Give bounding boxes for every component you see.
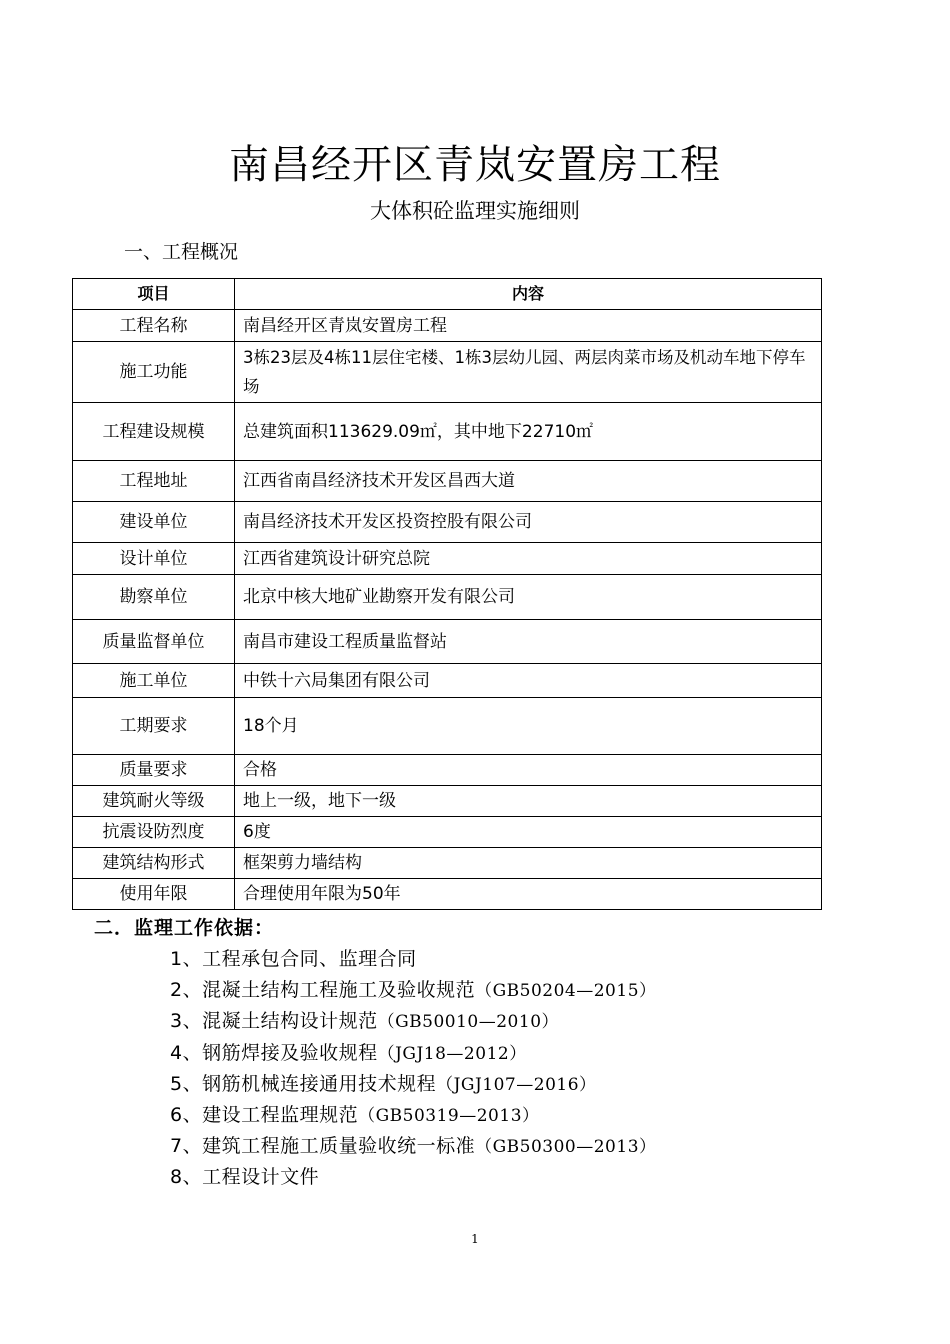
- table-row: [73, 817, 822, 848]
- table-row: [73, 848, 822, 879]
- row-label: 使用年限: [73, 879, 235, 910]
- row-value: 江西省建筑设计研究总院: [235, 543, 822, 575]
- page-number: 1: [471, 1232, 479, 1246]
- row-value: 18个月: [235, 698, 822, 755]
- row-value: 江西省南昌经济技术开发区昌西大道: [235, 461, 822, 502]
- row-value: 南昌经济技术开发区投资控股有限公司: [235, 502, 822, 543]
- row-value: 合格: [235, 755, 822, 786]
- document-title: 南昌经开区青岚安置房工程: [229, 142, 721, 188]
- basis-text: 1、工程承包合同、监理合同: [170, 948, 417, 970]
- row-label: 施工单位: [73, 664, 235, 698]
- list-item: [170, 1162, 657, 1193]
- table-row: [73, 403, 822, 461]
- standard-code: （GB50319—2013）: [358, 1106, 540, 1127]
- standard-code: （JGJ107—2016）: [436, 1074, 597, 1095]
- row-label: 工程建设规模: [73, 403, 235, 461]
- row-label: 施工功能: [73, 342, 235, 403]
- table-header-content: 内容: [235, 279, 822, 310]
- standard-code: （GB50300—2013）: [475, 1137, 657, 1158]
- table-row: [73, 620, 822, 664]
- row-label: 建筑耐火等级: [73, 786, 235, 817]
- table-header-item: 项目: [73, 279, 235, 310]
- list-item: [170, 944, 657, 975]
- table-header-row: [73, 279, 822, 310]
- row-value: 中铁十六局集团有限公司: [235, 664, 822, 698]
- list-item: [170, 1100, 657, 1131]
- row-value: 北京中核大地矿业勘察开发有限公司: [235, 575, 822, 620]
- row-value: 6度: [235, 817, 822, 848]
- table-row: [73, 755, 822, 786]
- row-label: 抗震设防烈度: [73, 817, 235, 848]
- row-label: 勘察单位: [73, 575, 235, 620]
- list-item: [170, 1131, 657, 1162]
- table-row: [73, 310, 822, 342]
- basis-text: 8、工程设计文件: [170, 1166, 320, 1189]
- row-label: 建设单位: [73, 502, 235, 543]
- basis-text: 6、建设工程监理规范: [170, 1104, 359, 1127]
- row-value: 3栋23层及4栋11层住宅楼、1栋3层幼儿园、两层肉菜市场及机动车地下停车场: [235, 342, 822, 403]
- table-row: [73, 575, 822, 620]
- basis-text: 2、混凝土结构工程施工及验收规范: [170, 979, 476, 1002]
- row-label: 工程名称: [73, 310, 235, 342]
- project-overview-table: [72, 278, 822, 910]
- table-row: [73, 502, 822, 543]
- basis-text: 5、钢筋机械连接通用技术规程: [170, 1072, 437, 1095]
- row-value: 总建筑面积113629.09㎡，其中地下22710㎡: [235, 403, 822, 461]
- list-item: [170, 1006, 657, 1037]
- table-row: [73, 664, 822, 698]
- table-row: [73, 543, 822, 575]
- row-value: 地上一级，地下一级: [235, 786, 822, 817]
- row-value: 南昌经开区青岚安置房工程: [235, 310, 822, 342]
- table-row: [73, 342, 822, 403]
- table-row: [73, 461, 822, 502]
- row-label: 设计单位: [73, 543, 235, 575]
- row-value: 南昌市建设工程质量监督站: [235, 620, 822, 664]
- document-subtitle: 大体积砼监理实施细则: [370, 199, 580, 223]
- list-item: [170, 1069, 657, 1100]
- table-row: [73, 879, 822, 910]
- basis-text: 4、钢筋焊接及验收规程: [170, 1041, 378, 1064]
- row-value: 框架剪力墙结构: [235, 848, 822, 879]
- row-value: 合理使用年限为50年: [235, 879, 822, 910]
- basis-text: 7、建筑工程施工质量验收统一标准: [170, 1135, 476, 1158]
- table-row: [73, 786, 822, 817]
- row-label: 工期要求: [73, 698, 235, 755]
- list-item: [170, 975, 657, 1006]
- section-heading-overview: 一、工程概况: [124, 241, 239, 263]
- basis-text: 3、混凝土结构设计规范: [170, 1010, 378, 1033]
- standard-code: （JGJ18—2012）: [377, 1043, 527, 1064]
- basis-list: [170, 944, 657, 1194]
- row-label: 建筑结构形式: [73, 848, 235, 879]
- section-heading-basis: 二．监理工作依据：: [94, 917, 275, 939]
- standard-code: （GB50204—2015）: [475, 981, 657, 1002]
- list-item: [170, 1038, 657, 1069]
- row-label: 质量监督单位: [73, 620, 235, 664]
- row-label: 工程地址: [73, 461, 235, 502]
- standard-code: （GB50010—2010）: [377, 1012, 560, 1033]
- table-row: [73, 698, 822, 755]
- row-label: 质量要求: [73, 755, 235, 786]
